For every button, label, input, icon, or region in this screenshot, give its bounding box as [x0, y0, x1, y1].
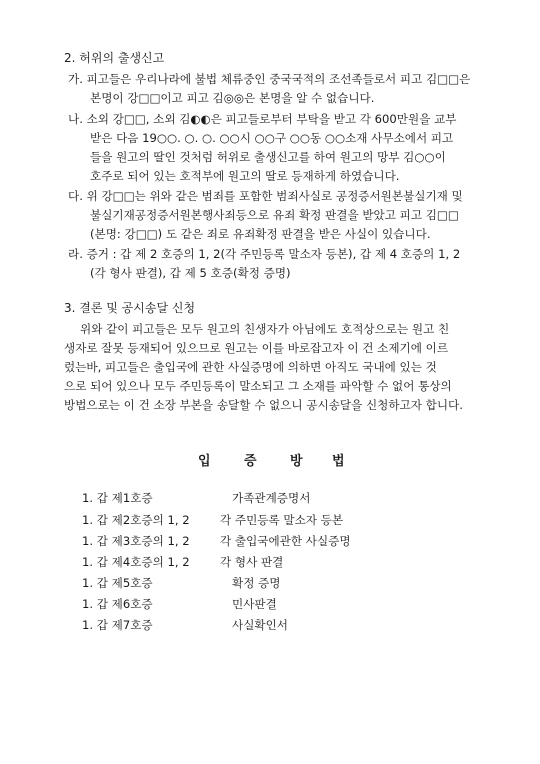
item-na-line-2: 받은 다음 19○○. ○. ○. ○○시 ○○구 ○○동 ○○소재 사무소에서 피고: [90, 131, 454, 145]
evidence-title: [0, 454, 540, 472]
evidence-number: 1. 갑 제3호증의 1, 2: [82, 534, 190, 548]
item-ra-line-2: (각 형사 판결), 갑 제 5 호증(확정 증명): [90, 266, 291, 280]
item-da-line-1: 다. 위 강□□는 위와 같은 범죄를 포함한 범죄사실로 공정증서원본불실기재 및: [68, 189, 463, 203]
evidence-name: 사실확인서: [232, 618, 288, 632]
evidence-row: [0, 618, 540, 634]
item-ra-line-1: 라. 증거 : 갑 제 2 호증의 1, 2(각 주민등록 말소자 등본), 갑 제 4 호증의 1, 2: [68, 247, 461, 261]
evidence-row: [0, 491, 540, 507]
evidence-number: 1. 갑 제2호증의 1, 2: [82, 513, 190, 527]
evidence-name: 각 형사 판결: [220, 555, 284, 569]
conclusion-line-3: 렀는바, 피고들은 출입국에 관한 사실증명에 의하면 아직도 국내에 있는 것: [64, 360, 437, 374]
evidence-number: 1. 갑 제1호증: [82, 491, 153, 505]
section-2-heading: 2. 허위의 출생신고: [64, 51, 165, 65]
item-da-line-2: 불실기재공정증서원본행사죄등으로 유죄 확정 판결을 받았고 피고 김□□: [90, 208, 459, 222]
evidence-title-char: 입: [198, 454, 211, 469]
item-ga-line-2: 본명이 강□□이고 피고 김◎◎은 본명을 알 수 없습니다.: [90, 91, 375, 105]
section-3-heading: 3. 결론 및 공시송달 신청: [64, 301, 196, 315]
evidence-title-char: 법: [332, 454, 345, 469]
item-na-line-4: 호주로 되어 있는 호적부에 원고의 딸로 등재하게 하였습니다.: [90, 169, 400, 183]
evidence-title-char: 증: [244, 454, 257, 469]
evidence-number: 1. 갑 제5호증: [82, 576, 153, 590]
evidence-row: [0, 576, 540, 592]
evidence-name: 각 출입국에관한 사실증명: [220, 534, 351, 548]
conclusion-line-5: 방법으로는 이 건 소장 부본을 송달할 수 없으니 공시송달을 신청하고자 합니다.: [64, 398, 463, 412]
item-na-line-3: 들을 원고의 딸인 것처럼 허위로 출생신고를 하여 원고의 망부 김○○이: [90, 150, 446, 164]
evidence-row: [0, 555, 540, 571]
evidence-number: 1. 갑 제4호증의 1, 2: [82, 555, 190, 569]
evidence-name: 민사판결: [232, 597, 277, 611]
item-da-line-3: (본명: 강□□) 도 같은 죄로 유죄확정 판결을 받은 사실이 있습니다.: [90, 227, 431, 241]
evidence-name: 가족관계증명서: [232, 491, 311, 505]
evidence-row: [0, 534, 540, 550]
item-ga-line-1: 가. 피고들은 우리나라에 불법 체류중인 중국국적의 조선족들로서 피고 김□□은: [68, 72, 471, 86]
evidence-row: [0, 597, 540, 613]
evidence-number: 1. 갑 제7호증: [82, 618, 153, 632]
conclusion-line-1: 위와 같이 피고들은 모두 원고의 친생자가 아님에도 호적상으로는 원고 친: [80, 322, 450, 336]
item-na-line-1: 나. 소외 강□□, 소외 김◐◐은 피고들로부터 부탁을 받고 각 600만원을 교부: [68, 112, 457, 126]
conclusion-line-4: 으로 되어 있으나 모두 주민등록이 말소되고 그 소재를 파악할 수 없어 통상의: [64, 379, 452, 393]
evidence-name: 확정 증명: [232, 576, 281, 590]
evidence-name: 각 주민등록 말소자 등본: [220, 513, 344, 527]
evidence-number: 1. 갑 제6호증: [82, 597, 153, 611]
conclusion-line-2: 생자로 잘못 등재되어 있으므로 원고는 이를 바로잡고자 이 건 소제기에 이르: [64, 341, 449, 355]
evidence-row: [0, 513, 540, 529]
evidence-title-char: 방: [290, 454, 303, 469]
